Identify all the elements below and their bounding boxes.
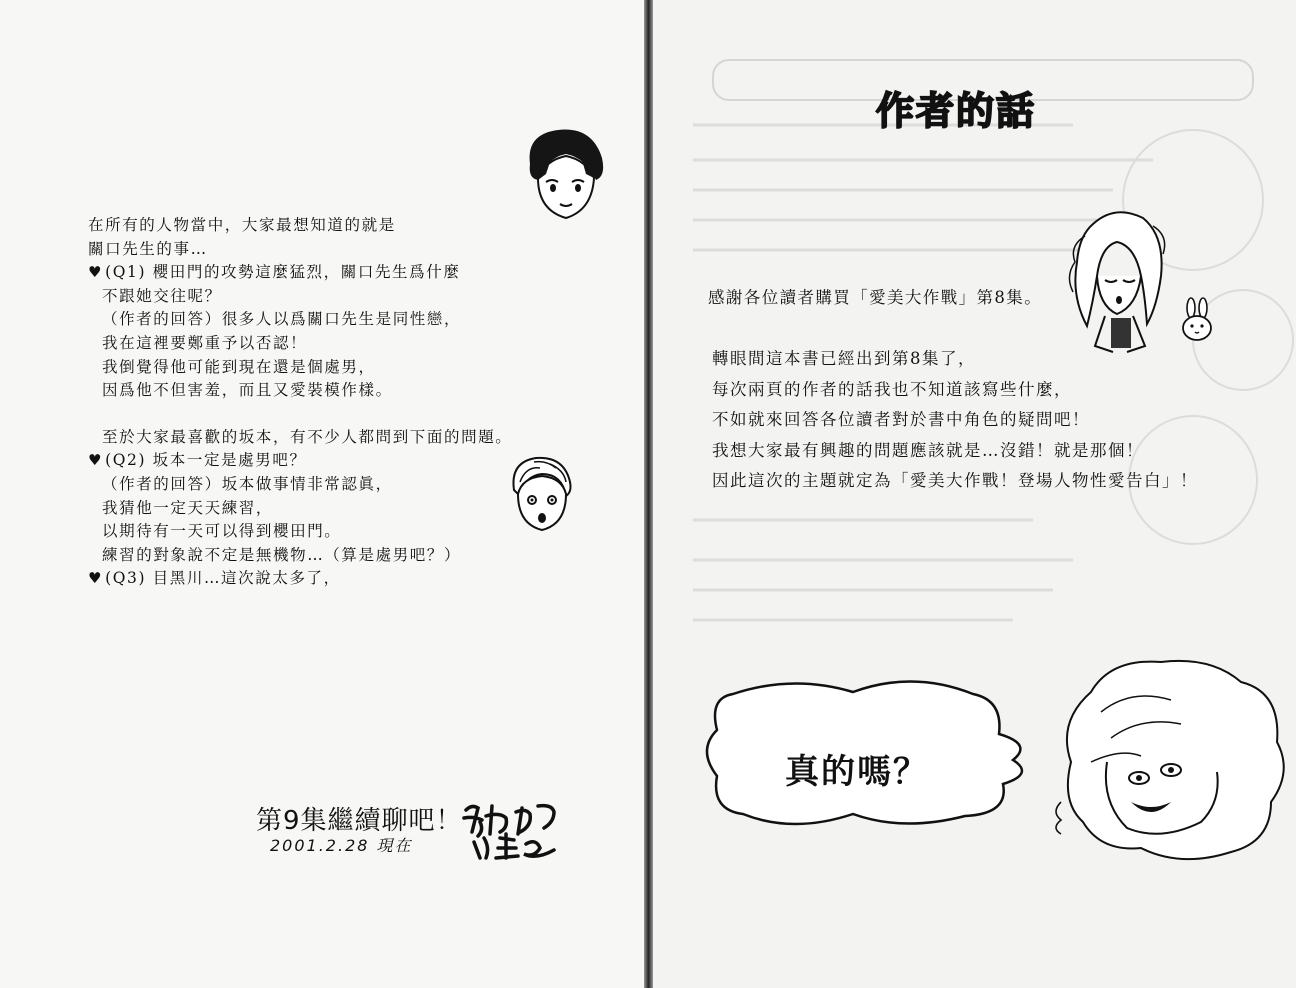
man-character-sketch (516, 124, 612, 226)
qa-line: 至於大家最喜歡的坂本，有不少人都問到下面的問題。 (102, 427, 513, 446)
qa-question-text: (Q2) 坂本一定是處男吧？ (105, 451, 307, 470)
qa-line: 我倒覺得他可能到現在還是個處男， (102, 357, 376, 376)
qa-question-text: (Q3) 目黑川…這次說太多了， (105, 569, 341, 588)
girl-character-sketch (1065, 206, 1175, 360)
qa-line: 練習的對象說不定是無機物…（算是處男吧？） (102, 545, 462, 564)
qa-line: 關口先生的事… (88, 239, 208, 258)
qa-answer-line: （作者的回答）坂本做事情非常認眞， (102, 474, 393, 493)
paragraph-line: 因此這次的主題就定為「愛美大作戰！登場人物性愛告白」！ (712, 471, 1198, 491)
heart-bullet-icon: ♥ (88, 569, 104, 588)
qa-line: 我在這裡要鄭重予以否認！ (102, 333, 308, 352)
qa-question-1 (88, 261, 608, 285)
closing-date: 2001.2.28 現在 (270, 836, 413, 855)
speech-bubble-text: 真的嗎？ (785, 752, 929, 792)
closing-note: 第9集繼續聊吧！ (256, 806, 463, 836)
heart-bullet-icon: ♥ (88, 263, 104, 282)
qa-text-block (88, 214, 608, 591)
thanks-line: 感謝各位讀者購買「愛美大作戰」第8集。 (708, 288, 1043, 307)
author-signature (460, 798, 570, 862)
paragraph-line: 我想大家最有興趣的問題應該就是…沒錯！就是那個！ (712, 440, 1144, 460)
page-title: 作者的話 (876, 89, 1037, 133)
qa-line: 在所有的人物當中，大家最想知道的就是 (88, 216, 396, 234)
paragraph-line: 轉眼間這本書已經出到第8集了， (712, 349, 976, 368)
heart-bullet-icon: ♥ (88, 451, 104, 470)
page-title-lettering (872, 84, 1048, 134)
qa-line: 因爲他不但害羞，而且又愛裝模作樣。 (102, 381, 393, 400)
paragraph-line: 每次兩頁的作者的話我也不知道該寫些什麼， (712, 379, 1072, 399)
qa-line: 以期待有一天可以得到櫻田門。 (102, 522, 342, 541)
qa-question-text: (Q1) 櫻田門的攻勢這麼猛烈，關口先生爲什麼 (105, 263, 461, 282)
book-gutter (644, 0, 653, 988)
paragraph-line: 不如就來回答各位讀者對於書中角色的疑問吧！ (712, 410, 1090, 430)
qa-question-2 (88, 449, 608, 473)
left-page (0, 0, 645, 988)
qa-question-3 (88, 567, 608, 591)
qa-line: 我猜他一定天天練習， (102, 498, 274, 517)
qa-line: 不跟她交往呢？ (102, 286, 222, 305)
rabbit-doodle-icon (1177, 296, 1217, 342)
curly-hair-character-sketch (1031, 652, 1296, 864)
author-paragraph (712, 344, 1198, 497)
qa-answer-line: （作者的回答）很多人以爲關口先生是同性戀， (102, 310, 462, 329)
